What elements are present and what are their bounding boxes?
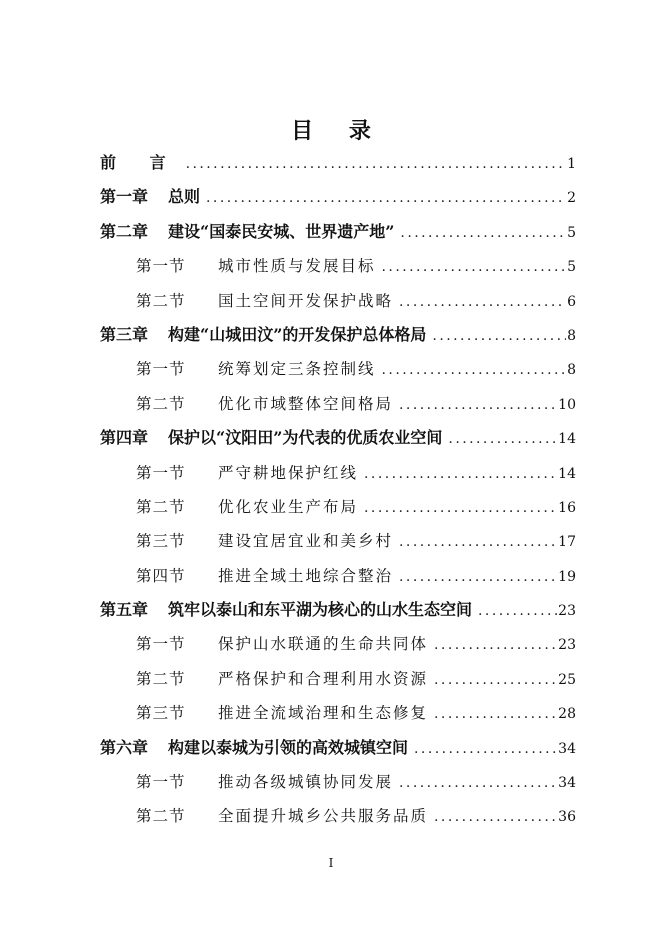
toc-entry-page: 6 — [567, 293, 576, 310]
toc-dot-leader — [472, 594, 558, 628]
toc-entry-text: 建设宜居宜业和美乡村 — [218, 532, 394, 551]
toc-dot-leader — [180, 147, 566, 181]
toc-entry-text: 构建“山城田汶”的开发保护总体格局 — [168, 324, 427, 344]
toc-entry-text: 城市性质与发展目标 — [218, 257, 376, 276]
toc-entry-text: 推进全域土地综合整治 — [218, 566, 394, 585]
toc-entry-section[interactable] — [100, 696, 576, 730]
toc-dot-leader — [358, 457, 558, 491]
toc-entry-text: 优化市域整体空间格局 — [218, 394, 394, 413]
toc-entry-label: 第一节 — [136, 463, 186, 482]
toc-entry-label: 第一节 — [136, 635, 186, 654]
toc-entry-label: 第一节 — [136, 360, 186, 379]
toc-entry-page: 23 — [558, 637, 576, 654]
toc-entry-text: 严格保护和合理利用水资源 — [218, 669, 429, 688]
toc-entry-label: 第六章 — [100, 737, 149, 757]
toc-entry-section[interactable] — [100, 524, 576, 558]
toc-entry-text: 总则 — [168, 187, 201, 207]
toc-entry-text: 全面提升城乡公共服务品质 — [218, 807, 429, 826]
toc-entry-section[interactable] — [100, 627, 576, 661]
toc-entry-text: 优化农业生产布局 — [218, 497, 359, 516]
toc-entry-page: 34 — [558, 740, 576, 757]
toc-dot-leader — [393, 388, 558, 422]
toc-dot-leader — [428, 663, 558, 697]
toc-entry-label: 第二节 — [136, 807, 186, 826]
toc-entry-page: 10 — [558, 396, 576, 413]
toc-entry-label: 第五章 — [100, 600, 149, 620]
toc-entry-page: 16 — [558, 499, 576, 516]
toc-entry-text: 保护山水联通的生命共同体 — [218, 635, 429, 654]
toc-entry-page: 28 — [558, 706, 576, 723]
toc-entry-chapter-4[interactable] — [100, 421, 576, 455]
toc-entry-label: 第一节 — [136, 257, 186, 276]
toc-entry-text: 推进全流域治理和生态修复 — [218, 704, 429, 723]
toc-dot-leader — [376, 353, 566, 387]
toc-entry-page: 25 — [558, 671, 576, 688]
toc-dot-leader — [376, 250, 566, 284]
toc-entry-label: 第二章 — [100, 221, 149, 241]
toc-entry-section[interactable] — [100, 765, 576, 799]
toc-entry-page: 2 — [567, 190, 576, 207]
toc-dot-leader — [393, 285, 566, 319]
toc-entry-page: 5 — [567, 259, 576, 276]
toc-dot-leader — [393, 525, 558, 559]
toc-entry-chapter-1[interactable] — [100, 180, 576, 214]
toc-entry-page: 14 — [558, 465, 576, 482]
table-of-contents — [100, 146, 576, 834]
toc-dot-leader — [408, 732, 558, 766]
toc-entry-label: 第三节 — [136, 704, 186, 723]
toc-entry-label: 前 言 — [100, 153, 180, 172]
toc-entry-section[interactable] — [100, 559, 576, 593]
page-number: I — [328, 856, 334, 870]
toc-entry-text: 筑牢以泰山和东平湖为核心的山水生态空间 — [168, 600, 473, 620]
toc-entry-page: 1 — [567, 156, 576, 172]
toc-entry-label: 第三节 — [136, 532, 186, 551]
toc-entry-text: 国土空间开发保护战略 — [218, 291, 394, 310]
toc-entry-chapter-6[interactable] — [100, 731, 576, 765]
toc-entry-text: 构建以泰城为引领的高效城镇空间 — [168, 737, 409, 757]
toc-entry-text: 推动各级城镇协同发展 — [218, 773, 394, 792]
toc-entry-label: 第一节 — [136, 773, 186, 792]
toc-entry-label: 第二节 — [136, 291, 186, 310]
toc-entry-page: 17 — [558, 534, 576, 551]
toc-dot-leader — [358, 491, 558, 525]
toc-entry-text: 保护以“汶阳田”为代表的优质农业空间 — [168, 428, 443, 448]
toc-entry-label: 第四节 — [136, 566, 186, 585]
toc-entry-preface[interactable] — [100, 146, 576, 180]
toc-entry-label: 第二节 — [136, 669, 186, 688]
toc-entry-label: 第三章 — [100, 324, 149, 344]
toc-dot-leader — [428, 800, 558, 834]
toc-entry-page: 8 — [567, 327, 576, 344]
toc-entry-section[interactable] — [100, 387, 576, 421]
toc-entry-page: 19 — [558, 568, 576, 585]
toc-entry-text: 建设“国泰民安城、世界遗产地” — [168, 221, 395, 241]
toc-entry-page: 5 — [567, 224, 576, 241]
toc-entry-chapter-5[interactable] — [100, 593, 576, 627]
toc-entry-section[interactable] — [100, 662, 576, 696]
toc-entry-label: 第四章 — [100, 428, 149, 448]
toc-entry-section[interactable] — [100, 249, 576, 283]
toc-entry-section[interactable] — [100, 456, 576, 490]
toc-dot-leader — [394, 216, 566, 250]
toc-entry-section[interactable] — [100, 490, 576, 524]
toc-entry-chapter-2[interactable] — [100, 215, 576, 249]
toc-dot-leader — [426, 319, 566, 353]
toc-title: 目 录 — [291, 118, 385, 144]
toc-dot-leader — [428, 628, 558, 662]
toc-entry-chapter-3[interactable] — [100, 318, 576, 352]
toc-entry-section[interactable] — [100, 352, 576, 386]
toc-entry-label: 第二节 — [136, 497, 186, 516]
toc-dot-leader — [393, 560, 558, 594]
toc-entry-page: 8 — [567, 362, 576, 379]
toc-dot-leader — [200, 181, 566, 215]
toc-entry-label: 第一章 — [100, 187, 149, 207]
toc-entry-text: 严守耕地保护红线 — [218, 463, 359, 482]
toc-entry-section[interactable] — [100, 284, 576, 318]
toc-dot-leader — [442, 422, 558, 456]
toc-entry-section[interactable] — [100, 799, 576, 833]
toc-entry-page: 34 — [558, 775, 576, 792]
toc-entry-page: 14 — [558, 431, 576, 448]
toc-entry-page: 36 — [558, 809, 576, 826]
toc-dot-leader — [428, 697, 558, 731]
toc-entry-page: 23 — [558, 603, 576, 620]
toc-entry-label: 第二节 — [136, 394, 186, 413]
toc-entry-text: 统筹划定三条控制线 — [218, 360, 376, 379]
toc-dot-leader — [393, 766, 558, 800]
